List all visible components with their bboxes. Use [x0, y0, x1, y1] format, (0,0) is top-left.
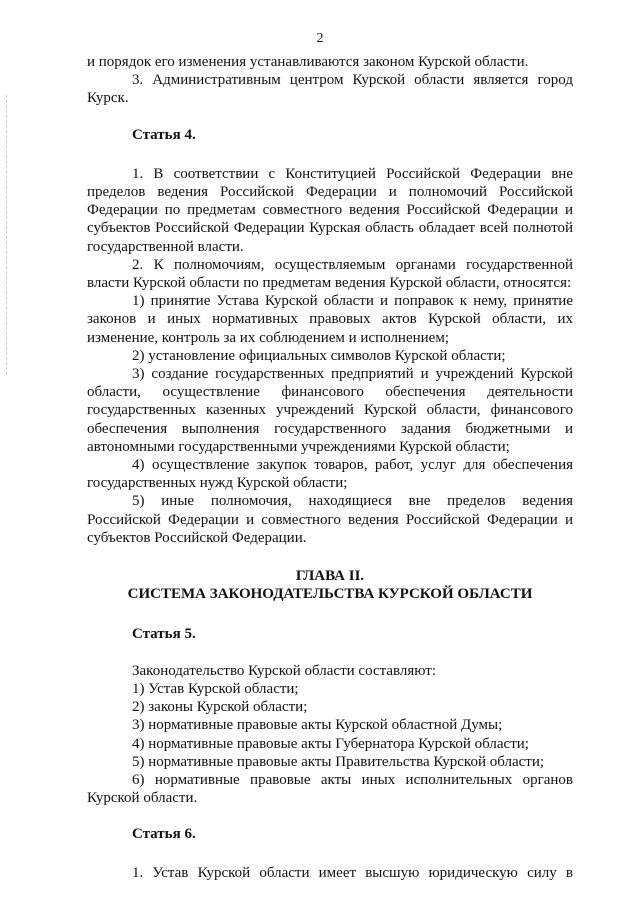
list-item: 4) нормативные правовые акты Губернатора Курской области;: [132, 735, 529, 752]
article-4-item-2: [87, 347, 573, 365]
text-line: 4) осуществление закупок товаров, работ, услуг для обеспечения: [132, 457, 573, 474]
article-4-paragraph-2: [87, 256, 573, 292]
page-number: 2: [316, 31, 324, 46]
article-5-heading: Статья 5.: [132, 626, 196, 643]
text-line: Законодательство Курской области составляют:: [132, 662, 436, 679]
text-line: области, осуществление финансового обеспечения деятельности: [87, 384, 573, 401]
text-line: государственных нужд Курской области;: [87, 475, 348, 492]
scan-margin-marks: [6, 95, 8, 375]
list-item: 1) Устав Курской области;: [132, 680, 299, 697]
text-line: 2. К полномочиям, осуществляемым органами государственной: [132, 256, 573, 273]
text-line: власти Курской области по предметам ведения Курской области, относятся:: [87, 275, 572, 292]
article-5-list: [87, 662, 573, 808]
list-item: 6) нормативные правовые акты иных исполнительных органов: [132, 771, 573, 788]
text-line: 2) установление официальных символов Курской области;: [132, 347, 506, 364]
text-line: 5) иные полномочия, находящиеся вне пределов ведения: [132, 493, 573, 510]
article-4-item-4: [87, 456, 573, 492]
text-line: Курск.: [87, 90, 129, 107]
text-line: Курской области.: [87, 790, 198, 807]
chapter-number: ГЛАВА II.: [295, 568, 365, 585]
text-line: и порядок его изменения устанавливаются законом Курской области.: [87, 54, 529, 70]
list-item: 2) законы Курской области;: [132, 699, 308, 716]
text-line: субъектов Российской Федерации.: [87, 529, 307, 546]
text-line: государственных казенных учреждений Курской области, финансового: [87, 402, 573, 419]
page-body: [87, 53, 573, 882]
text-line: обеспечения выполнения государственного задания бюджетными и: [87, 420, 573, 437]
text-line: Российской Федерации и совместного ведения Российской Федерации и: [87, 511, 573, 528]
article-4-item-5: [87, 492, 573, 547]
article-4-paragraph-1: [87, 165, 573, 256]
article-4-item-3: [87, 365, 573, 456]
article-6-paragraph-1: 1. Устав Курской области имеет высшую юридическую силу в: [132, 864, 573, 881]
text-line: субъектов Российской Федерации Курская область обладает всей полнотой: [87, 220, 573, 237]
article-4-heading: Статья 4.: [132, 126, 196, 143]
list-item: 3) нормативные правовые акты Курской областной Думы;: [132, 717, 503, 734]
text-line: 1) принятие Устава Курской области и поправок к нему, принятие: [132, 293, 573, 310]
text-line: 1. В соответствии с Конституцией Российской Федерации вне: [132, 165, 573, 182]
text-line: 3. Административным центром Курской области является город: [132, 72, 573, 89]
text-line: пределов ведения Российской Федерации и полномочий Российской: [87, 184, 573, 201]
text-line: 3) создание государственных предприятий и учреждений Курской: [132, 366, 573, 383]
text-line: автономными государственными учреждениями Курской области;: [87, 438, 510, 455]
text-line: Федерации по предметам совместного ведения Российской Федерации и: [87, 202, 573, 219]
text-line: законов и иных нормативных правовых актов Курской области, их: [87, 311, 573, 328]
list-item: 5) нормативные правовые акты Правительства Курской области;: [132, 753, 545, 770]
article-4-item-1: [87, 292, 573, 347]
text-line: государственной власти.: [87, 238, 244, 255]
chapter-title: СИСТЕМА ЗАКОНОДАТЕЛЬСТВА КУРСКОЙ ОБЛАСТИ: [127, 586, 533, 603]
text-line: изменение, контроль за их соблюдением и исполнением;: [87, 329, 449, 346]
article-6-heading: Статья 6.: [132, 826, 196, 843]
